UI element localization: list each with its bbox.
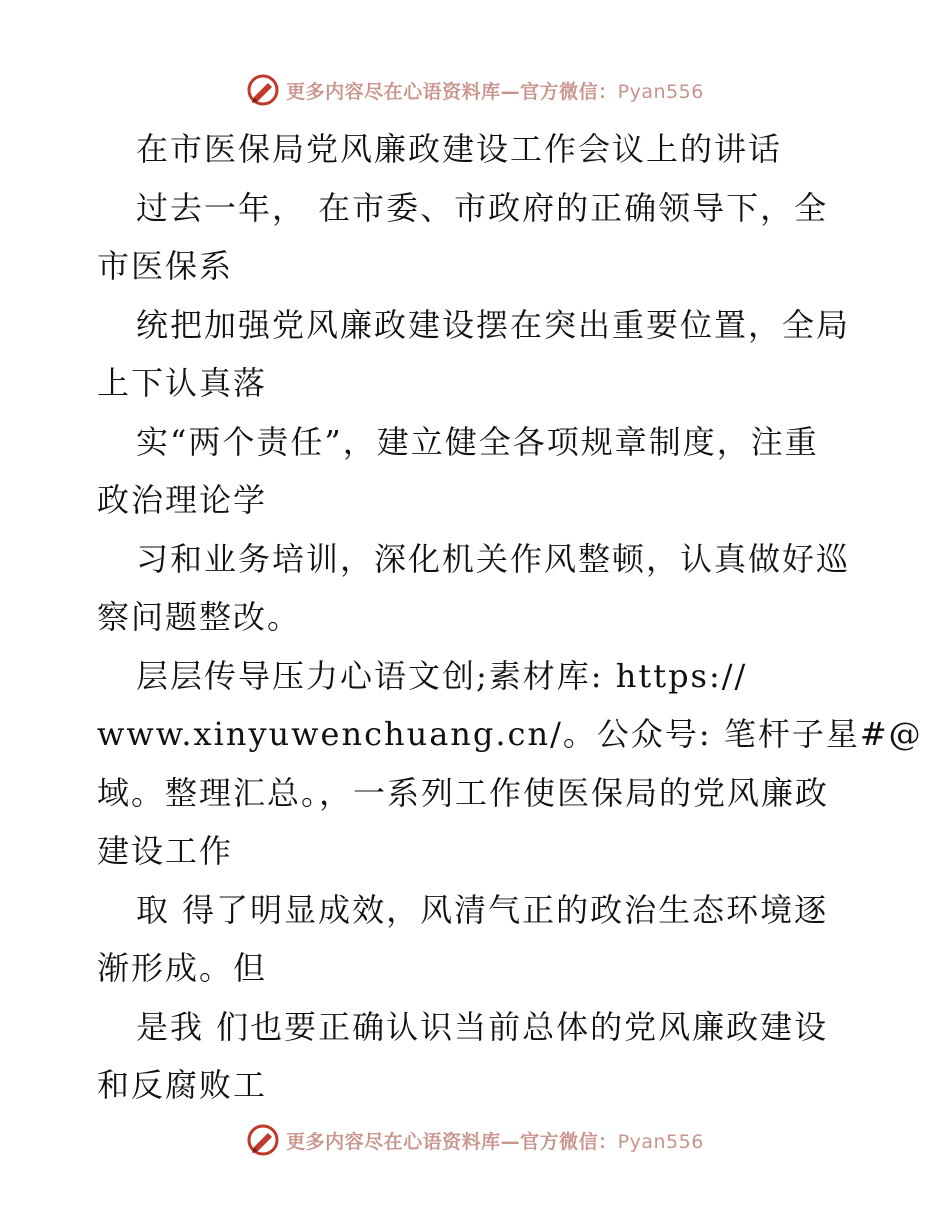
text-line: 取 得了明显成效，风清气正的政治生态环境逐 bbox=[136, 890, 829, 929]
text-line: 市医保系 bbox=[97, 247, 234, 285]
text-line: 统把加强党风廉政建设摆在突出重要位置，全局 bbox=[136, 305, 851, 344]
text-line: 是我 们也要正确认识当前总体的党风廉政建设 bbox=[136, 1007, 829, 1046]
text-line: 察问题整改。 bbox=[97, 598, 302, 636]
document-body bbox=[97, 120, 923, 1115]
text-line: 建设工作 bbox=[97, 832, 234, 870]
text-line: 上下认真落 bbox=[97, 364, 268, 402]
text-line: 和反腐败工 bbox=[97, 1066, 268, 1104]
wechat-id: Pyan556 bbox=[617, 1130, 704, 1153]
text-line: 域。整理汇总。，一系列工作使医保局的党风廉政 bbox=[97, 773, 830, 812]
text-line: 层层传导压力心语文创;素材库: https:// bbox=[136, 656, 748, 695]
text-line: 习和业务培训，深化机关作风整顿，认真做好巡 bbox=[136, 539, 851, 578]
text-line: 渐形成。但 bbox=[97, 949, 268, 987]
text-line: 在市医保局党风廉政建设工作会议上的讲话 bbox=[136, 130, 783, 168]
text-line: 政治理论学 bbox=[97, 481, 268, 519]
banner-text: 更多内容尽在心语资料库—官方微信：Pyan556 bbox=[286, 1130, 704, 1153]
banner-text: 更多内容尽在心语资料库—官方微信：Pyan556 bbox=[286, 80, 704, 103]
pen-logo-icon bbox=[246, 73, 280, 107]
text-line: 过去一年， 在市委、市政府的正确领导下，全 bbox=[136, 188, 829, 227]
text-line: www.xinyuwenchuang.cn/。公众号: 笔杆子星#@ bbox=[97, 715, 923, 753]
text-line: 实“两个责任”，建立健全各项规章制度，注重 bbox=[136, 422, 819, 461]
pen-logo-icon bbox=[246, 1123, 280, 1157]
wechat-id: Pyan556 bbox=[617, 80, 704, 103]
header-banner bbox=[0, 70, 950, 110]
footer-banner bbox=[0, 1120, 950, 1160]
